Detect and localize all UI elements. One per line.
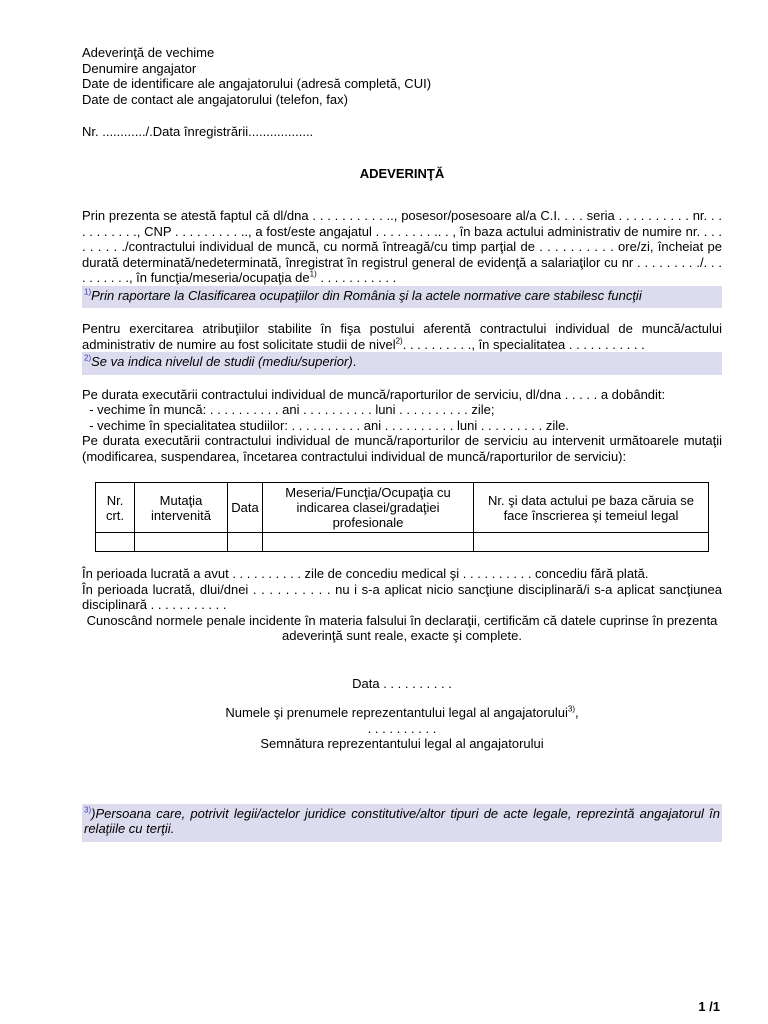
attestation-paragraph: Prin prezenta se atestă faptul că dl/dna . . . . . . . . . . .., posesor/posesoare al/a C.I. . . . seria . . . . . . . . . . nr. . . . . . . . . . ., CNP . . . . . . . . . .., a fost/este angajatul . . . . . . . . .. . , în baza actului administrativ de numire nr. . . . . . . . . ./contractului individual de muncă, cu normă întreagă/cu timp parţial de . . . . . . . . . . ore/zi, încheiat pe durată determinată/nedeterminată, înregistrat în registrul general de evidenţă a salariaţilor cu nr . . . . . . . . ./. . . . . . . . . ., în funcţia/meseria/ocupaţia $de^{1)}$ . . . . . . . . . . .: [82, 208, 722, 285]
footnote-ref-3: 3): [567, 704, 576, 714]
document-title: ADEVERINŢĂ: [359, 165, 445, 181]
footnote-2: $^{2)}$Se va indica nivelul de studii (mediu/superior).: [82, 352, 722, 375]
date-field: Data . . . . . . . . . .: [352, 675, 452, 691]
representative-name: Numele şi prenumele reprezentantului legal al angajatorului$^{3)}$,: [225, 704, 579, 720]
table-cell: [474, 533, 709, 552]
col-act-legal: Nr. şi data actului pe baza căruia se face înscrierea şi temeiul legal: [474, 483, 709, 533]
studies-paragraph: Pentru exercitarea atribuţiilor stabilite în fişa postului aferentă contractului individual de muncă/actului administrativ de numire au fost solicitate studii de nivel$^{2)}$. . . . . . . . . ., în specialitatea . . . . . . . . . . .: [82, 321, 722, 352]
mutations-paragraph: Pe durata executării contractului individual de muncă/raporturilor de serviciu au intervenit următoarele mutaţii (modificarea, suspendarea, încetarea contractului individual de muncă/raporturilor de serviciu):: [82, 433, 722, 464]
table-header-row: [96, 483, 709, 533]
table-cell: [263, 533, 474, 552]
footnote-1: $^{1)}$Prin raportare la Clasificarea ocupaţiilor din România şi la actele normative care stabilesc funcţii: [82, 286, 722, 309]
certification-paragraph: Cunoscând normele penale incidente în materia falsului în declaraţii, certificăm că datele cuprinse în prezenta adeverinţă sunt reale, exacte şi complete.: [86, 612, 718, 643]
table-row: [96, 533, 709, 552]
representative-signature-label: Semnătura reprezentantului legal al angajatorului: [260, 736, 544, 751]
col-mutatia: Mutaţia intervenită: [135, 483, 228, 533]
footnote-3: $^{3)}$)Persoana care, potrivit legii/actelor juridice constitutive/altor tipuri de acte legale, reprezintă angajatorul în relaţiile cu terţii.: [82, 804, 722, 842]
header-doc-type: Adeverinţă de vechime: [82, 45, 215, 60]
leave-paragraph: În perioada lucrată a avut . . . . . . . . . . zile de concediu medical şi . . . . . . . . . . concediu fără plată.: [82, 566, 649, 581]
footnote-ref-2: 2): [395, 336, 403, 346]
seniority-intro: Pe durata executării contractului individual de muncă/raporturilor de serviciu, dl/dna . . . . . a dobândit:: [82, 386, 666, 402]
page-number: 1 /1: [698, 999, 720, 1014]
table-cell: [135, 533, 228, 552]
header-employer-contact: Date de contact ale angajatorului (telefon, fax): [82, 91, 348, 107]
seniority-specialty: - vechime în specialitatea studiilor: . . . . . . . . . . ani . . . . . . . . . . luni . . . . . . . . . zile.: [82, 417, 569, 433]
col-data: Data: [228, 483, 263, 533]
header-employer-identification: Date de identificare ale angajatorului (adresă completă, CUI): [82, 76, 432, 91]
table-cell: [228, 533, 263, 552]
sanctions-paragraph: În perioada lucrată, dlui/dnei . . . . . . . . . . nu i s-a aplicat nicio sancţiune disciplinară/i s-a aplicat sancţiunea disciplinară . . . . . . . . . . .: [82, 581, 722, 612]
footnote-ref-1: 1): [309, 269, 317, 279]
employer-header: [82, 45, 722, 107]
col-meseria: Meseria/Funcţia/Ocupaţia cu indicarea clasei/gradaţiei profesionale: [263, 483, 474, 533]
document-page: [82, 45, 722, 842]
mutations-table: [95, 482, 709, 552]
header-employer-name: Denumire angajator: [82, 60, 197, 76]
registration-number: Nr. ............/.Data înregistrării..................: [82, 124, 314, 139]
representative-name-dots: . . . . . . . . . .: [367, 720, 437, 736]
table-cell: [96, 533, 135, 552]
col-nr-crt: Nr. crt.: [96, 483, 135, 533]
seniority-work: - vechime în muncă: . . . . . . . . . . ani . . . . . . . . . . luni . . . . . . . . . . zile;: [82, 402, 495, 417]
